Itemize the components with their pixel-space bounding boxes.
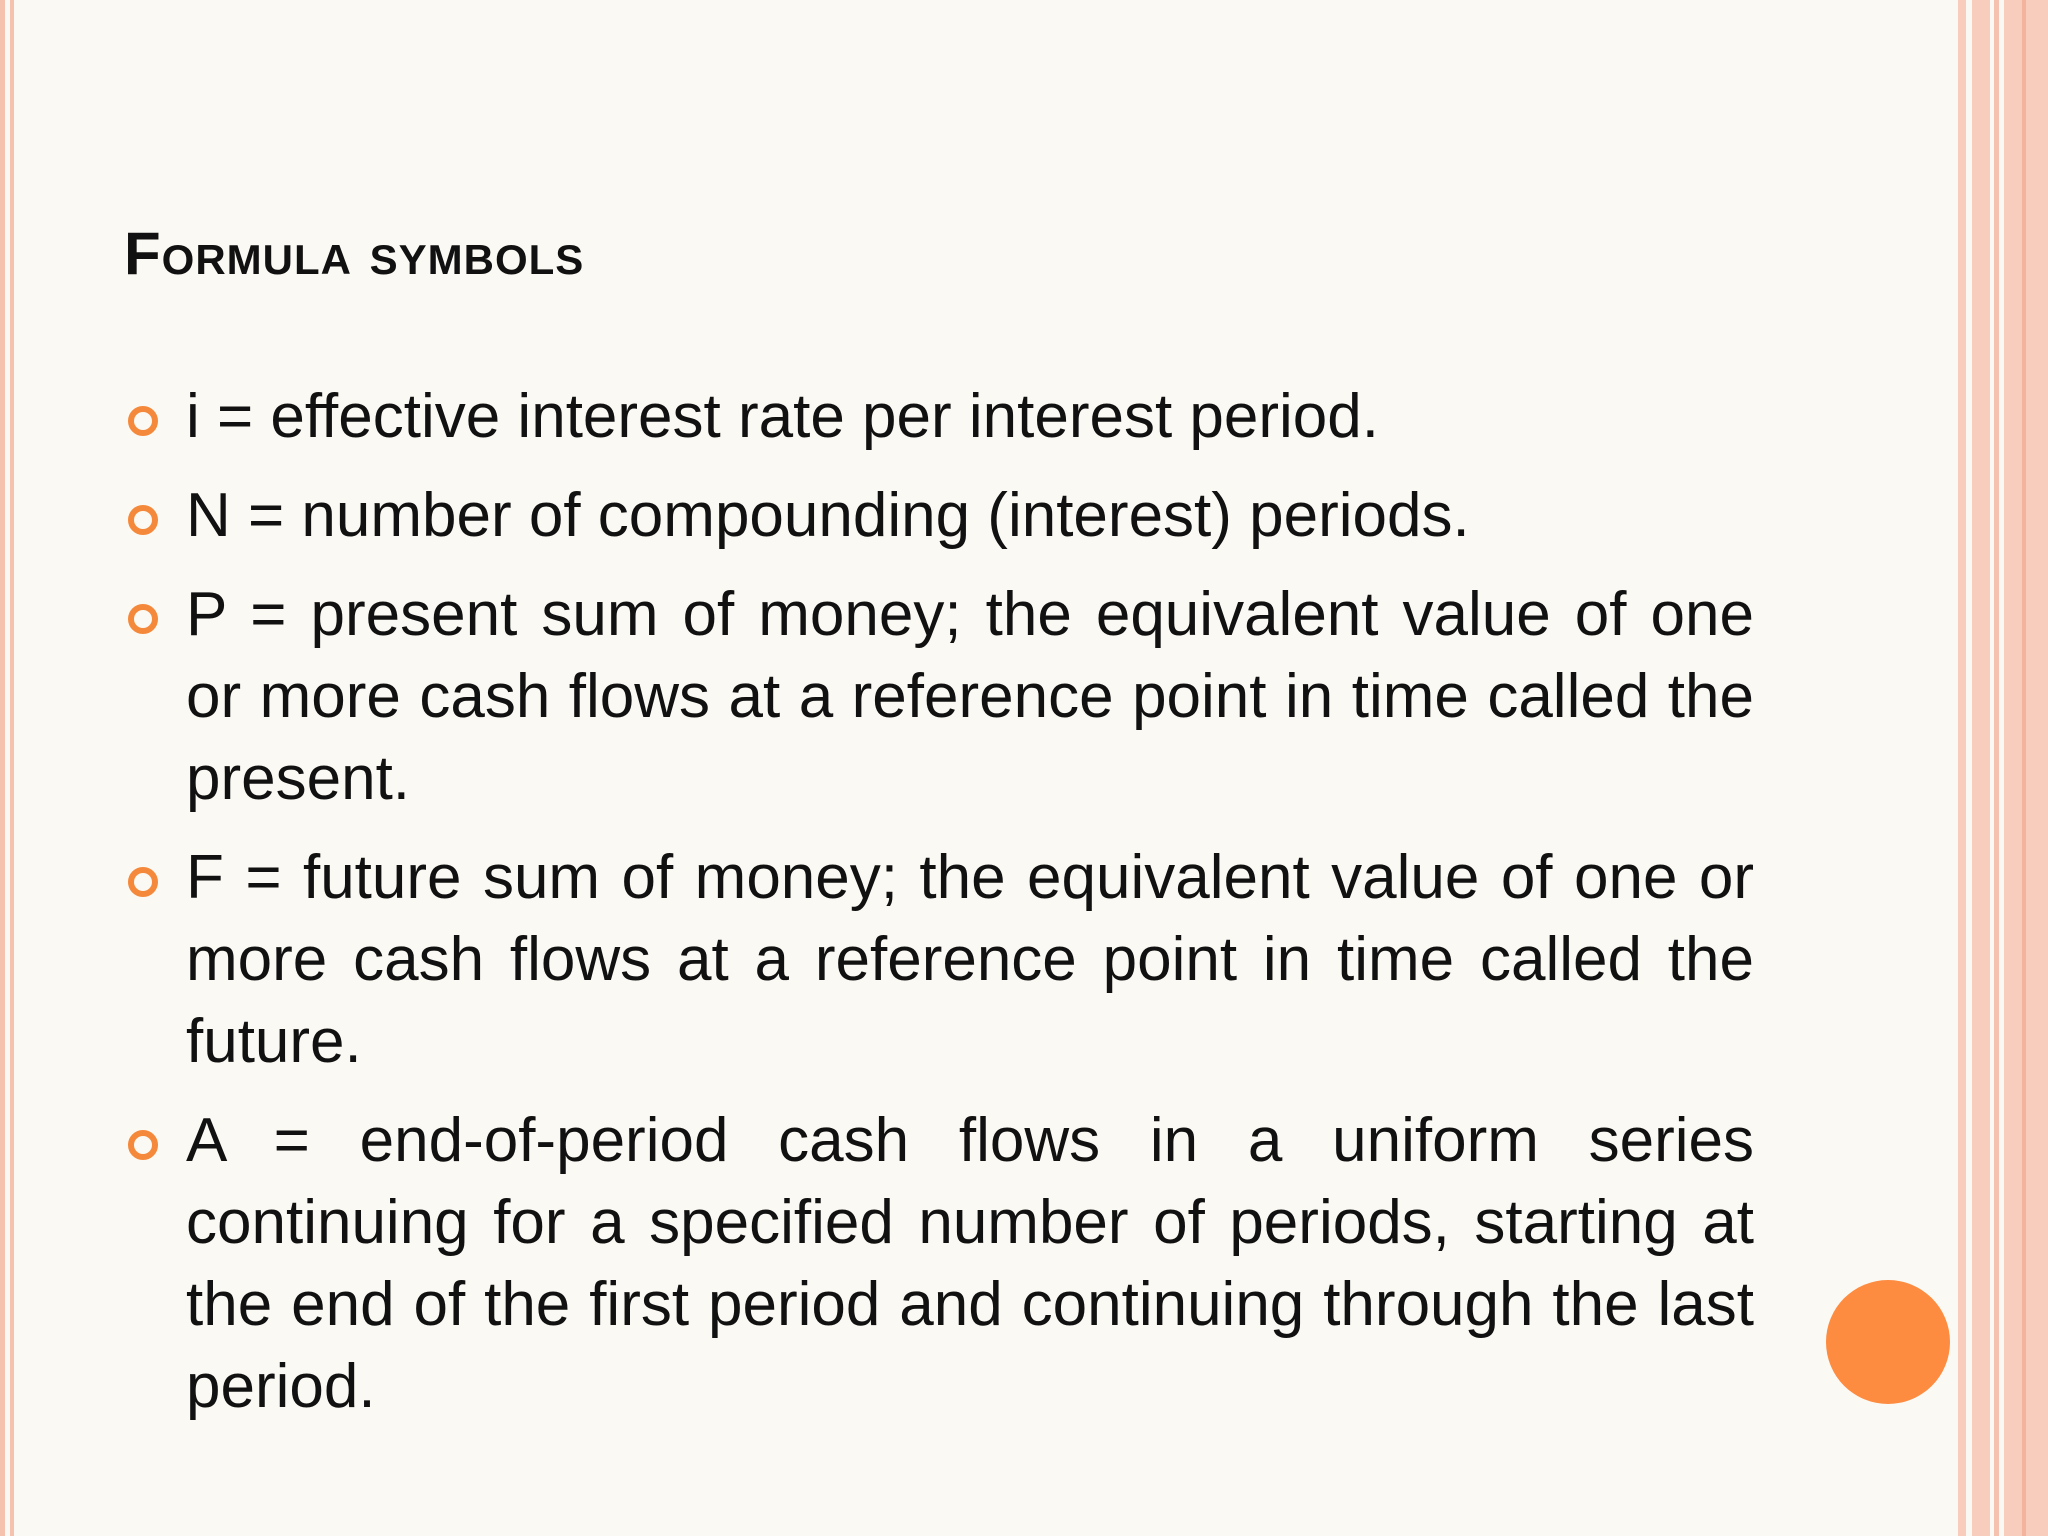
bullet-text: P = present sum of money; the equivalent value of one or more cash flows at a reference point in time called the present. — [186, 580, 1754, 813]
bullet-item-p — [124, 574, 1754, 820]
ring-bullet-icon — [128, 867, 158, 897]
bullet-text: i = effective interest rate per interest period. — [186, 382, 1379, 451]
right-border-stripe-1 — [1958, 0, 1966, 1536]
ring-bullet-icon — [128, 604, 158, 634]
bullet-item-n — [124, 475, 1754, 557]
bullet-list — [124, 376, 1754, 1445]
right-border-stripe-4 — [2004, 0, 2048, 1536]
left-border-stripe-inner — [10, 0, 14, 1536]
ring-bullet-icon — [128, 505, 158, 535]
bullet-text: N = number of compounding (interest) periods. — [186, 481, 1470, 550]
ring-bullet-icon — [128, 1130, 158, 1160]
bullet-item-f — [124, 837, 1754, 1083]
bullet-text: F = future sum of money; the equivalent value of one or more cash flows at a reference point in time called the future. — [186, 843, 1754, 1076]
circle-decoration — [1826, 1280, 1950, 1404]
right-border-stripe-5 — [2022, 0, 2026, 1536]
left-border-stripe — [0, 0, 5, 1536]
ring-bullet-icon — [128, 406, 158, 436]
right-border-stripe-2 — [1972, 0, 1990, 1536]
slide-title: Formula symbols — [124, 220, 585, 287]
bullet-text: A = end-of-period cash flows in a uniform series continuing for a specified number of periods, starting at the end of the first period and continuing through the last period. — [186, 1106, 1754, 1421]
bullet-item-a — [124, 1100, 1754, 1428]
right-border-stripe-3 — [1994, 0, 1999, 1536]
bullet-item-i — [124, 376, 1754, 458]
